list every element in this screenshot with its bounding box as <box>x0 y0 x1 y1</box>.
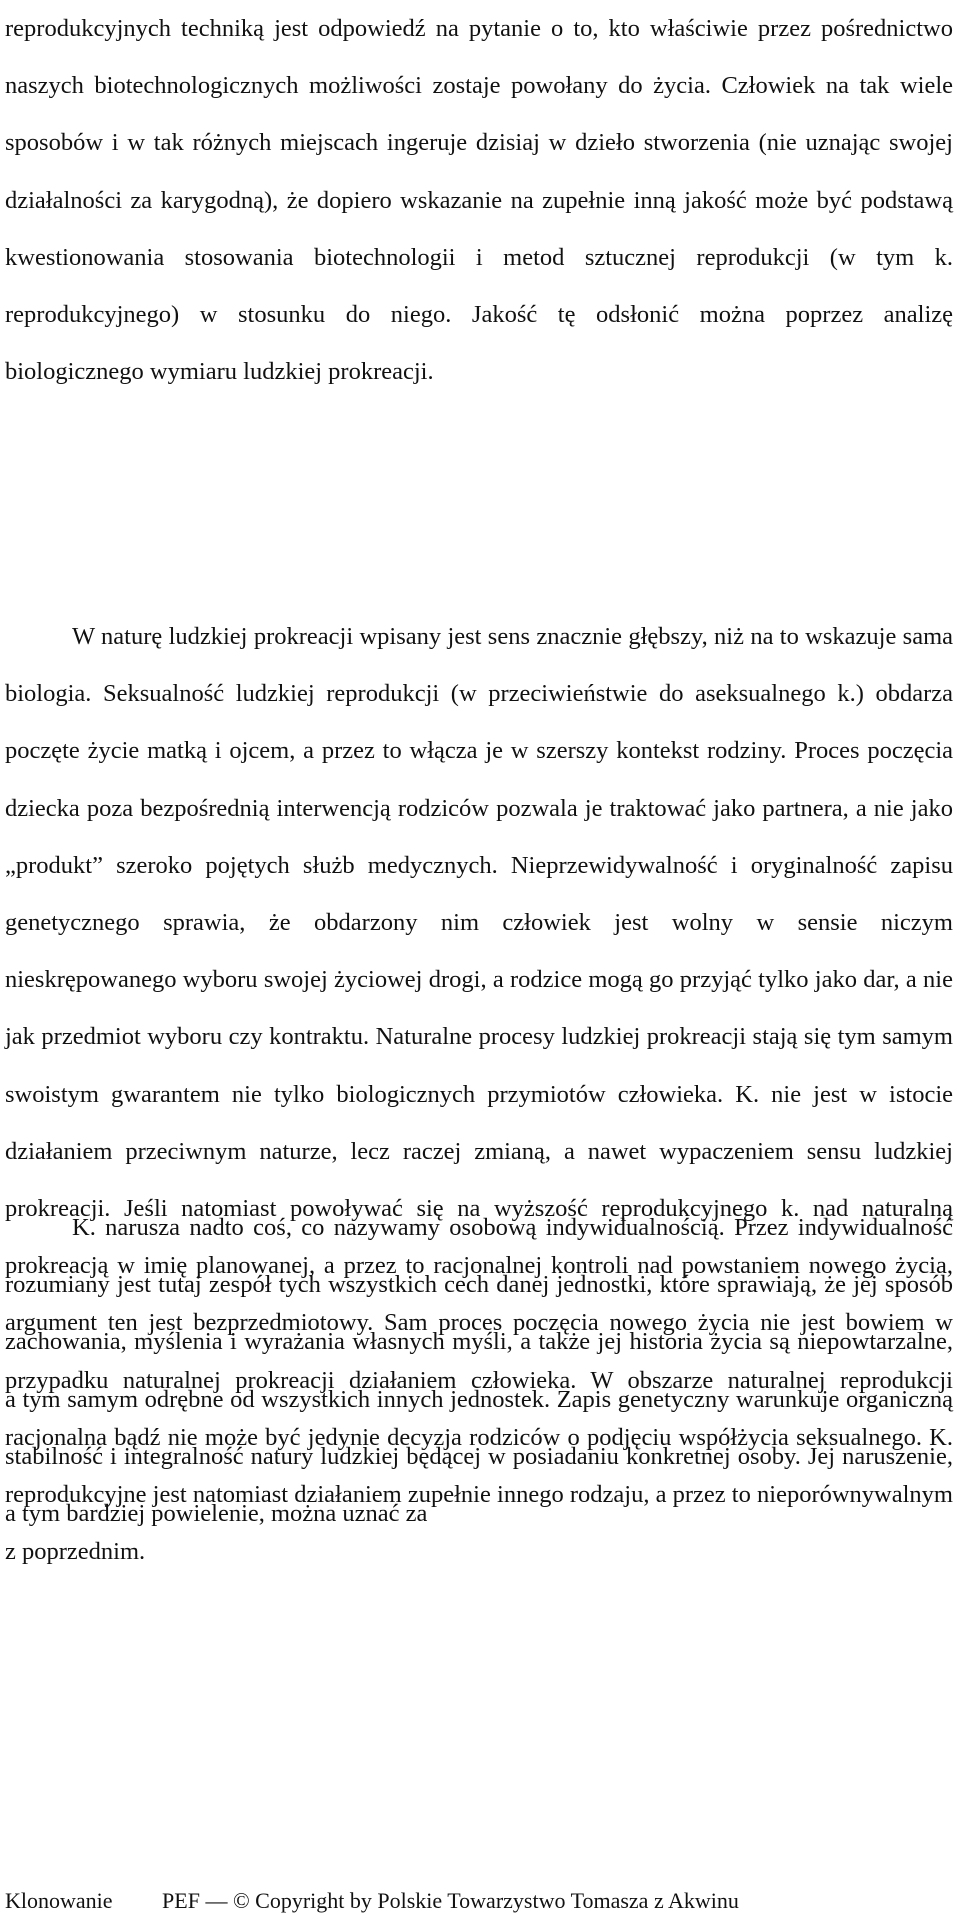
footer-title: Klonowanie <box>5 1888 113 1913</box>
paragraph-1: reprodukcyjnych techniką jest odpowiedź na pytanie o to, kto właściwie przez pośrednictwo naszych biotechnologicznych możliwości zostaje powołany do życia. Człowiek na tak wiele sposobów i w tak różnych miejscach ingeruje dzisiaj w dzieło stworzenia (nie uznając swojej działalności za karygodną), że dopiero wskazanie na zupełnie inną jakość może być podstawą kwestionowania stosowania biotechnologii i metod sztucznej reprodukcji (w tym k. reprodukcyjnego) w stosunku do niego. Jakość tę odsłonić można poprzez analizę biologicznego wymiaru ludzkiej prokreacji. <box>5 15 953 386</box>
page-footer <box>5 1886 953 1916</box>
paragraph-3: K. narusza nadto coś, co nazywamy osobową indywidualnością. Przez indywidualność rozumiany jest tutaj zespół tych wszystkich cech danej jednostki, które sprawiają, że jej sposób zachowania, myślenia i wyrażania własnych myśli, a także jej historia życia są niepowtarzalne, a tym samym odrębne od wszystkich innych jednostek. Zapis genetyczny warunkuje organiczną stabilność i integralność natury ludzkiej będącej w posiadaniu konkretnej osoby. Jej naruszenie, a tym bardziej powielenie, można uznać za <box>5 1214 953 1528</box>
paragraph-2: W naturę ludzkiej prokreacji wpisany jest sens znacznie głębszy, niż na to wskazuje sama biologia. Seksualność ludzkiej reprodukcji (w przeciwieństwie do aseksualnego k.) obdarza poczęte życie matką i ojcem, a przez to włącza je w szerszy kontekst rodziny. Proces poczęcia dziecka poza bezpośrednią interwencją rodziców pozwala je traktować jako partnera, a nie jako „produkt” szeroko pojętych służb medycznych. Nieprzewidywalność i oryginalność zapisu genetycznego sprawia, że obdarzony nim człowiek jest wolny w sensie niczym nieskrępowanego wyboru swojej życiowej drogi, a rodzice mogą go przyjąć tylko jako dar, a nie jak przedmiot wyboru czy kontraktu. Naturalne procesy ludzkiej prokreacji stają się tym samym swoistym gwarantem nie tylko biologicznych przymiotów człowieka. K. nie jest w istocie działaniem przeciwnym naturze, lecz raczej zmianą, a nawet wypaczeniem sensu ludzkiej prokreacji. Jeśli natomiast powoływać się na wyższość reprodukcyjnego k. nad naturalną prokreacją w imię planowanej, a przez to racjonalnej kontroli nad powstaniem nowego życia, argument ten jest bezprzedmiotowy. Sam proces poczęcia nowego życia nie jest bowiem w przypadku naturalnej prokreacji działaniem człowieka. W obszarze naturalnej reprodukcji racjonalna bądź nie może być jedynie decyzja rodziców o podjęciu współżycia seksualnego. K. reprodukcyjne jest natomiast działaniem zupełnie innego rodzaju, a przez to nieporównywalnym z poprzednim. <box>5 623 953 1566</box>
footer-source: PEF — © Copyright by Polskie Towarzystwo Tomasza z Akwinu <box>162 1888 739 1913</box>
